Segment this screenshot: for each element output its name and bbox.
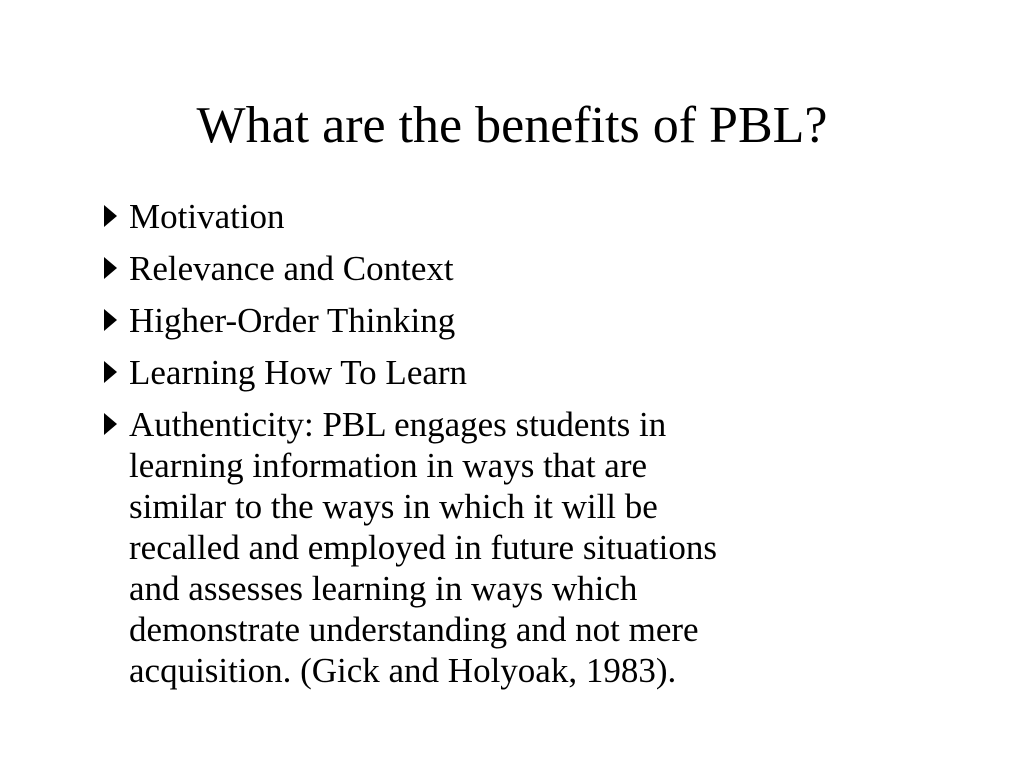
triangle-bullet-icon: [104, 205, 117, 227]
triangle-bullet-icon: [104, 413, 117, 435]
bullet-item-motivation: [100, 196, 900, 237]
bullet-item-authenticity: [100, 404, 900, 691]
bullet-text: Learning How To Learn: [129, 353, 468, 392]
bullet-item-relevance: [100, 248, 900, 289]
bullet-list: [100, 196, 900, 702]
slide-title: What are the benefits of PBL?: [196, 97, 828, 154]
bullet-item-higher-order-thinking: [100, 300, 900, 341]
bullet-text: Motivation: [129, 197, 285, 236]
bullet-text: Higher-Order Thinking: [129, 301, 456, 340]
bullet-text: Authenticity: PBL engages students in learning information in ways that are similar to the ways in which it will be recalled and employed in future situations and assesses learning in ways which demonstrate understanding and not mere acquisition. (Gick and Holyoak, 1983).: [129, 405, 718, 690]
triangle-bullet-icon: [104, 257, 117, 279]
triangle-bullet-icon: [104, 309, 117, 331]
triangle-bullet-icon: [104, 361, 117, 383]
bullet-item-learning-how-to-learn: [100, 352, 900, 393]
bullet-text: Relevance and Context: [129, 249, 454, 288]
